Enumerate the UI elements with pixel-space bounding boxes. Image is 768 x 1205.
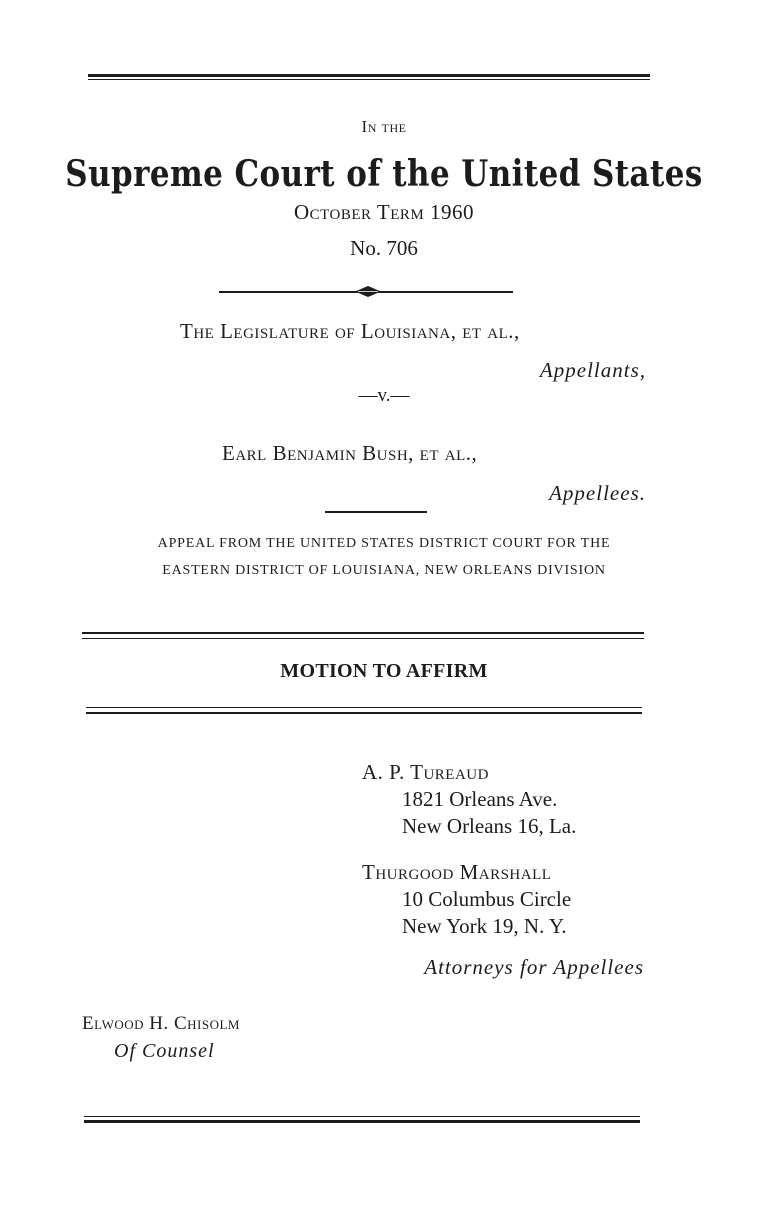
court-name-title: Supreme Court of the United States (65, 153, 703, 195)
appellee-role: Appellees. (549, 481, 646, 505)
attorney-address-line: New York 19, N. Y. (402, 914, 567, 938)
appellant-role: Appellants, (539, 358, 646, 382)
motion-top-rule (82, 632, 644, 639)
attorney-name: A. P. Tureaud (362, 760, 489, 784)
versus-mark: —v.— (358, 385, 410, 406)
attorney-address-line: 1821 Orleans Ave. (402, 787, 558, 811)
attorney-name: Thurgood Marshall (362, 860, 552, 884)
motion-bottom-rule (86, 707, 642, 714)
term-line: October Term 1960 (293, 200, 475, 224)
attorneys-role: Attorneys for Appellees (424, 955, 644, 979)
short-divider (325, 511, 427, 513)
counsel-role: Of Counsel (114, 1040, 215, 1062)
motion-title: MOTION TO AFFIRM (280, 660, 488, 682)
docket-number: No. 706 (350, 236, 418, 260)
attorney-address-line: 10 Columbus Circle (402, 887, 572, 911)
ornament-diamond-icon (355, 286, 381, 297)
appellant-name: The Legislature of Louisiana, et al., (180, 319, 520, 343)
attorney-address-line: New Orleans 16, La. (402, 814, 577, 838)
appeal-line-2: EASTERN DISTRICT OF LOUISIANA, NEW ORLEANS DIVISION (162, 563, 606, 578)
in-the-heading: In the (361, 117, 407, 136)
appeal-line-1: APPEAL FROM THE UNITED STATES DISTRICT COURT FOR THE (157, 536, 611, 551)
bottom-double-rule (84, 1116, 640, 1123)
counsel-name: Elwood H. Chisolm (82, 1013, 240, 1034)
top-double-rule (88, 74, 650, 81)
appellee-name: Earl Benjamin Bush, et al., (222, 441, 478, 465)
